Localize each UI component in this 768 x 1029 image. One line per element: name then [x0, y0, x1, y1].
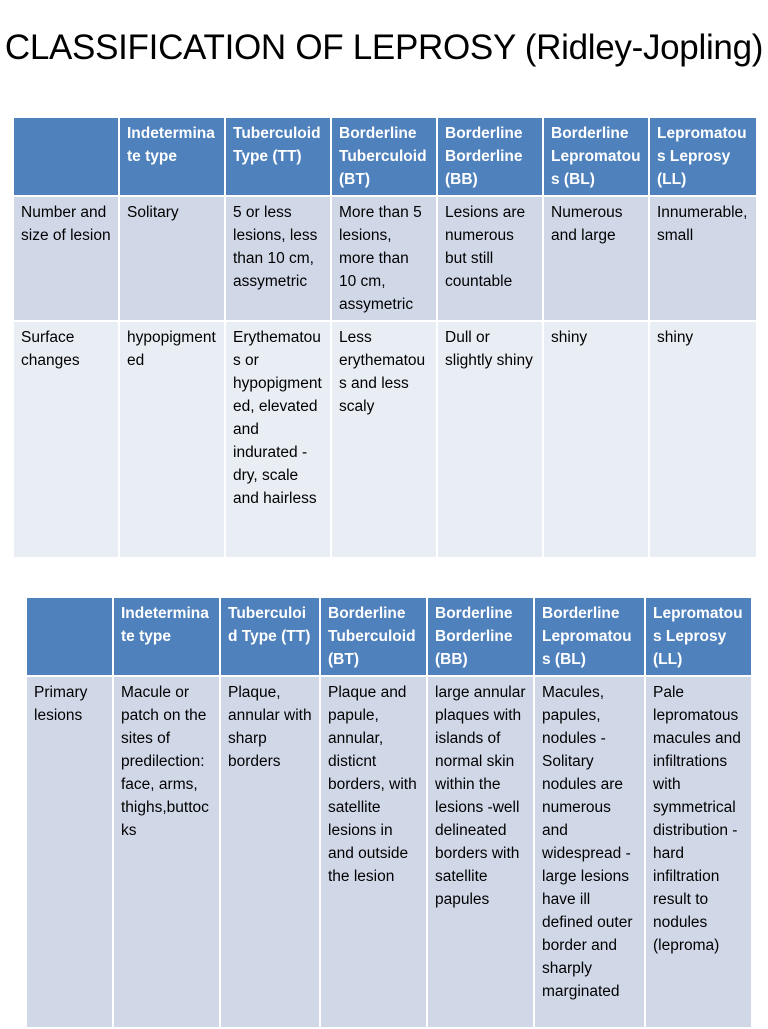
- table-cell: Less erythematous and less scaly: [331, 321, 437, 558]
- table-row: [13, 196, 757, 321]
- table-cell: large annular plaques with islands of normal skin within the lesions -well delineated borders with satellite papules: [427, 676, 534, 1028]
- table-cell: shiny: [543, 321, 649, 558]
- table-row: [13, 321, 757, 558]
- classification-table-1: [12, 116, 758, 559]
- table-cell: Macule or patch on the sites of predilection: face, arms, thighs,buttocks: [113, 676, 220, 1028]
- table-cell: Plaque, annular with sharp borders: [220, 676, 320, 1028]
- table-cell: hypopigmented: [119, 321, 225, 558]
- header-cell-empty: [26, 597, 113, 676]
- table-cell: More than 5 lesions, more than 10 cm, assymetric: [331, 196, 437, 321]
- table-cell: Lesions are numerous but still countable: [437, 196, 543, 321]
- table-cell: Plaque and papule, annular, disticnt borders, with satellite lesions in and outside the lesion: [320, 676, 427, 1028]
- header-cell-indeterminate: Indeterminate type: [119, 117, 225, 196]
- header-cell-bl: Borderline Lepromatous (BL): [543, 117, 649, 196]
- header-cell-ll: Lepromatous Leprosy (LL): [645, 597, 752, 676]
- header-cell-tt: Tuberculoid Type (TT): [220, 597, 320, 676]
- row-label: Number and size of lesion: [13, 196, 119, 321]
- header-cell-bt: Borderline Tuberculoid (BT): [331, 117, 437, 196]
- table-cell: 5 or less lesions, less than 10 cm, assymetric: [225, 196, 331, 321]
- header-cell-tt: Tuberculoid Type (TT): [225, 117, 331, 196]
- row-label: Primary lesions: [26, 676, 113, 1028]
- table-cell: Solitary: [119, 196, 225, 321]
- page-title: CLASSIFICATION OF LEPROSY (Ridley-Jopling): [4, 28, 764, 67]
- table-cell: Innumerable, small: [649, 196, 757, 321]
- table-cell: Macules, papules, nodules -Solitary nodules are numerous and widespread -large lesions have ill defined outer border and sharply marginated: [534, 676, 645, 1028]
- header-cell-bb: Borderline Borderline (BB): [437, 117, 543, 196]
- table-header-row: [13, 117, 757, 196]
- table-cell: Dull or slightly shiny: [437, 321, 543, 558]
- header-cell-empty: [13, 117, 119, 196]
- table-row: [26, 676, 752, 1028]
- table-cell: shiny: [649, 321, 757, 558]
- row-label: Surface changes: [13, 321, 119, 558]
- classification-table-2: [25, 596, 753, 1029]
- header-cell-indeterminate: Indeterminate type: [113, 597, 220, 676]
- header-cell-bl: Borderline Lepromatous (BL): [534, 597, 645, 676]
- table-cell: Erythematous or hypopigmented, elevated and indurated -dry, scale and hairless: [225, 321, 331, 558]
- header-cell-bb: Borderline Borderline (BB): [427, 597, 534, 676]
- table-cell: Pale lepromatous macules and infiltrations with symmetrical distribution -hard infiltration result to nodules (leproma): [645, 676, 752, 1028]
- table-header-row: [26, 597, 752, 676]
- header-cell-ll: Lepromatous Leprosy (LL): [649, 117, 757, 196]
- table-cell: Numerous and large: [543, 196, 649, 321]
- header-cell-bt: Borderline Tuberculoid (BT): [320, 597, 427, 676]
